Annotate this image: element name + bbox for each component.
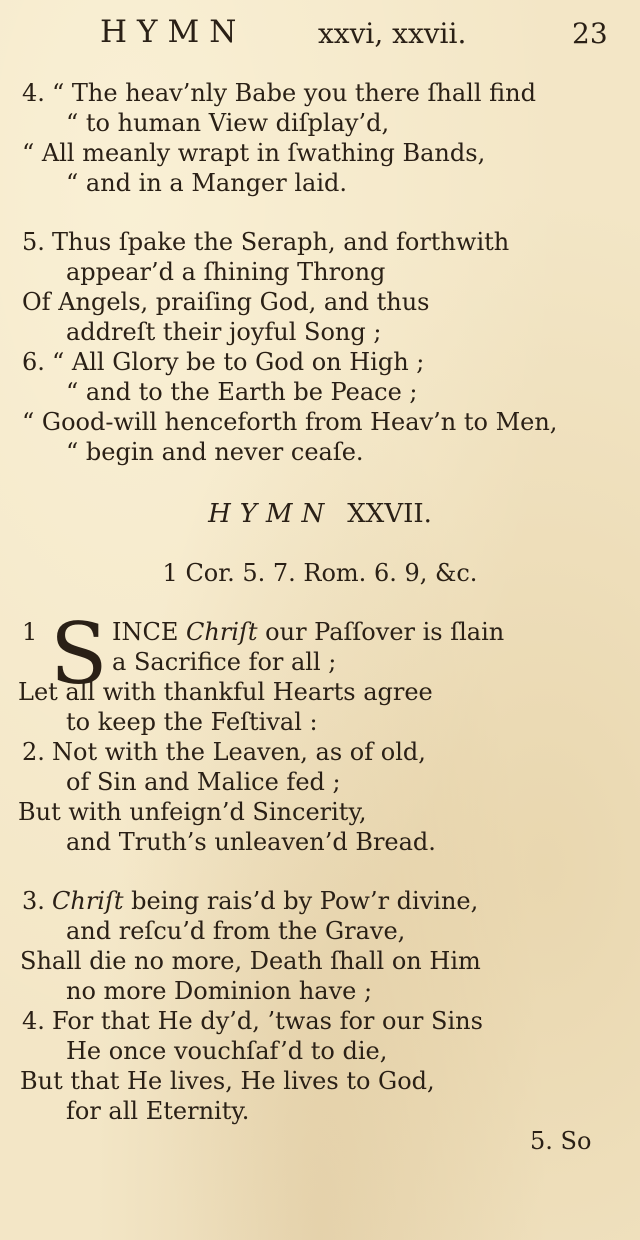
scripture-reference: 1 Cor. 5. 7. Rom. 6. 9, &c.: [162, 559, 478, 587]
stanza-line: to keep the Feſtival :: [66, 708, 318, 736]
stanza-number: 3.: [22, 887, 45, 915]
stanza-line: “ All meanly wrapt in ſwathing Bands,: [22, 139, 486, 167]
verse-text: being rais’d by Pow’r divine,: [131, 887, 479, 915]
verse-italic: Chriſt: [186, 618, 258, 646]
stanza-line: “ and to the Earth be Peace ;: [66, 378, 418, 406]
stanza-number: 4.: [22, 1007, 45, 1035]
stanza-line: But with unfeign’d Sincerity,: [18, 798, 367, 826]
stanza-line: [112, 617, 504, 647]
stanza-line: [22, 886, 478, 916]
stanza-number: 5.: [22, 228, 45, 256]
verse-text: “ All Glory be to God on High ;: [52, 348, 425, 376]
stanza-line: Let all with thankful Hearts agree: [18, 678, 433, 706]
verse-text: Thus ſpake the Seraph, and forthwith: [52, 228, 510, 256]
stanza-line: Of Angels, praiſing God, and thus: [22, 288, 430, 316]
stanza-line: addreſt their joyful Song ;: [66, 318, 382, 346]
catchword: 5. So: [530, 1127, 592, 1155]
hymn-title: [0, 498, 640, 530]
page-number: 23: [572, 17, 608, 50]
stanza-line: “ and in a Manger laid.: [66, 169, 348, 197]
verse-text: For that He dy’d, ’twas for our Sins: [52, 1007, 483, 1035]
stanza-line: He once vouchſaf’d to die,: [66, 1037, 388, 1065]
stanza-line: [22, 78, 536, 108]
stanza-line: a Sacrifice for all ;: [112, 648, 337, 676]
stanza-line: and Truth’s unleaven’d Bread.: [66, 828, 436, 856]
stanza-line: of Sin and Malice fed ;: [66, 768, 341, 796]
verse-text: Not with the Leaven, as of old,: [52, 738, 426, 766]
verse-text: our Paſſover is ſlain: [265, 618, 505, 646]
stanza-line: appear’d a ſhining Throng: [66, 258, 386, 286]
drop-cap: S: [50, 605, 108, 703]
verse-text: “ The heav’nly Babe you there ſhall find: [52, 79, 536, 107]
stanza-number: 1: [22, 618, 38, 646]
hymn-title-number: XXVII.: [347, 499, 432, 529]
stanza-number: 2.: [22, 738, 45, 766]
verse-text: INCE: [112, 618, 179, 646]
verse-italic: Chriſt: [52, 887, 124, 915]
stanza-line: [22, 737, 426, 767]
stanza-line: [22, 1006, 483, 1036]
stanza-line: “ to human View diſplay’d,: [66, 109, 390, 137]
hymn-title-word: HYMN: [208, 499, 334, 529]
stanza-line: [22, 227, 509, 257]
running-head-hymn-numbers: xxvi, xxvii.: [318, 17, 467, 50]
stanza-line: for all Eternity.: [66, 1097, 250, 1125]
stanza-line: “ begin and never ceaſe.: [66, 438, 364, 466]
stanza-line: and reſcu’d from the Grave,: [66, 917, 406, 945]
stanza-line: Shall die no more, Death ſhall on Him: [20, 947, 481, 975]
running-head: HYMN: [100, 14, 247, 50]
stanza-line: no more Dominion have ;: [66, 977, 373, 1005]
stanza-number: 6.: [22, 348, 45, 376]
stanza-line: “ Good-will henceforth from Heav’n to Men,: [22, 408, 558, 436]
stanza-number: 4.: [22, 79, 45, 107]
stanza-line: [22, 347, 424, 377]
stanza-line: But that He lives, He lives to God,: [20, 1067, 435, 1095]
